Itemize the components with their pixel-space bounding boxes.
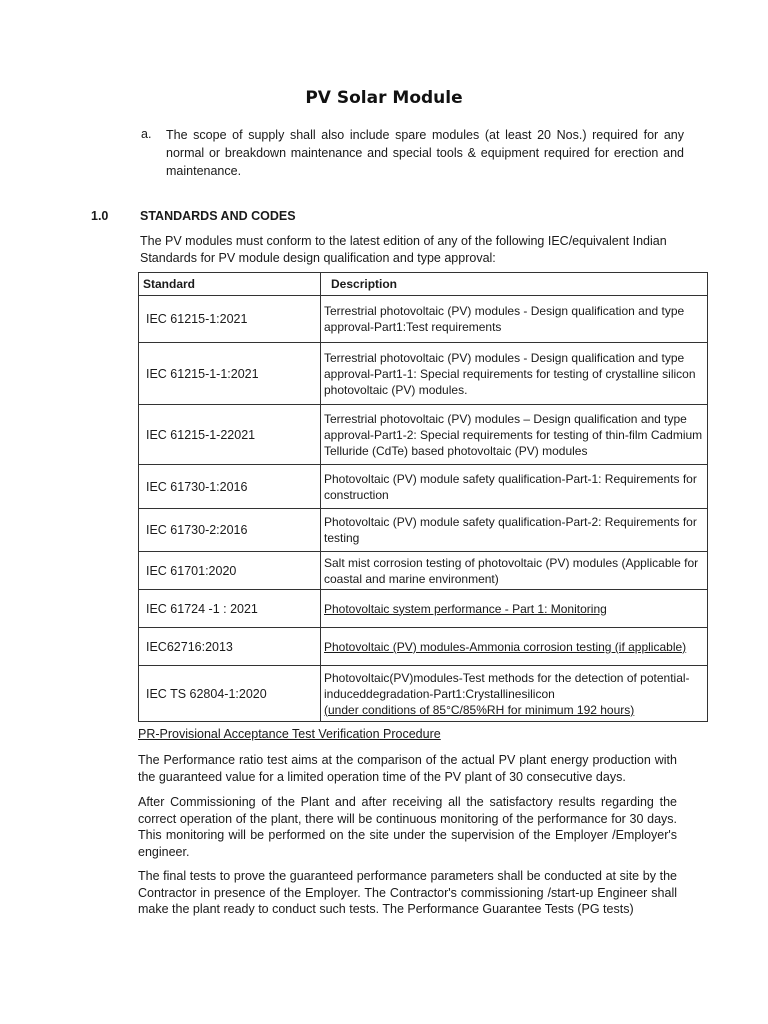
description-note: (under conditions of 85°C/85%RH for minimum 192 hours) bbox=[324, 702, 635, 717]
standard-cell: IEC 61730-1:2016 bbox=[139, 465, 321, 509]
standard-cell: IEC 61215-1-22021 bbox=[139, 405, 321, 465]
standard-cell: IEC 61215-1-1:2021 bbox=[139, 343, 321, 405]
description-cell: Terrestrial photovoltaic (PV) modules - Design qualification and type approval-Part1-1: Special requirements for testing of crystalline silicon photovoltaic (PV) modules. bbox=[321, 343, 708, 405]
section-title: STANDARDS AND CODES bbox=[140, 209, 296, 223]
description-cell bbox=[321, 666, 708, 722]
pr-paragraph: The Performance ratio test aims at the comparison of the actual PV plant energy production with the guaranteed value for a limited operation time of the PV plant of 30 consecutive days. bbox=[138, 753, 677, 784]
pr-paragraph: After Commissioning of the Plant and after receiving all the satisfactory results regarding the correct operation of the plant, there will be continuous monitoring of the performance for 30 days. This monitoring will be performed on the site under the supervision of the Employer /Employer's engineer. bbox=[138, 795, 677, 859]
page-title: PV Solar Module bbox=[305, 88, 463, 108]
table-header-row bbox=[139, 273, 708, 296]
table-row bbox=[139, 405, 708, 465]
table-row bbox=[139, 343, 708, 405]
description-cell: Photovoltaic (PV) module safety qualification-Part-1: Requirements for construction bbox=[321, 465, 708, 509]
description-cell: Photovoltaic (PV) module safety qualification-Part-2: Requirements for testing bbox=[321, 509, 708, 552]
header-standard: Standard bbox=[139, 273, 321, 296]
standard-cell: IEC 61701:2020 bbox=[139, 552, 321, 590]
table-row bbox=[139, 552, 708, 590]
section-intro: The PV modules must conform to the latest edition of any of the following IEC/equivalent Indian Standards for PV module design qualification and type approval: bbox=[140, 234, 667, 265]
description-cell: Salt mist corrosion testing of photovoltaic (PV) modules (Applicable for coastal and marine environment) bbox=[321, 552, 708, 590]
standard-cell: IEC 61215-1:2021 bbox=[139, 296, 321, 343]
section-number: 1.0 bbox=[91, 209, 109, 223]
description-line: Photovoltaic(PV)modules-Test methods for the detection of potential-induceddegradation-Part1:Crystallinesilicon bbox=[324, 670, 690, 701]
header-description: Description bbox=[321, 273, 708, 296]
pr-paragraph: The final tests to prove the guaranteed performance parameters shall be conducted at site by the Contractor in presence of the Employer. The Contractor's commissioning /start-up Engineer shall make the plant ready to conduct such tests. The Performance Guarantee Tests (PG tests) bbox=[138, 869, 677, 916]
scope-text: The scope of supply shall also include spare modules (at least 20 Nos.) required for any normal or breakdown maintenance and special tools & equipment required for erection and maintenance. bbox=[166, 128, 684, 178]
scope-list-marker: a. bbox=[141, 127, 152, 141]
table-row bbox=[139, 465, 708, 509]
table-row bbox=[139, 296, 708, 343]
table-row bbox=[139, 590, 708, 628]
description-cell: Terrestrial photovoltaic (PV) modules - Design qualification and type approval-Part1:Test requirements bbox=[321, 296, 708, 343]
table-row bbox=[139, 509, 708, 552]
standard-cell: IEC 61730-2:2016 bbox=[139, 509, 321, 552]
table-row bbox=[139, 666, 708, 722]
table-row bbox=[139, 628, 708, 666]
description-cell: Photovoltaic system performance - Part 1: Monitoring bbox=[321, 590, 708, 628]
pr-heading: PR-Provisional Acceptance Test Verification Procedure bbox=[138, 727, 441, 741]
standards-table bbox=[138, 272, 708, 722]
standard-cell: IEC TS 62804-1:2020 bbox=[139, 666, 321, 722]
standard-cell: IEC62716:2013 bbox=[139, 628, 321, 666]
standard-cell: IEC 61724 -1 : 2021 bbox=[139, 590, 321, 628]
description-cell: Photovoltaic (PV) modules-Ammonia corrosion testing (if applicable) bbox=[321, 628, 708, 666]
description-cell: Terrestrial photovoltaic (PV) modules – Design qualification and type approval-Part1-2: Special requirements for testing of thin-film Cadmium Telluride (CdTe) based photovoltaic (PV) modules bbox=[321, 405, 708, 465]
